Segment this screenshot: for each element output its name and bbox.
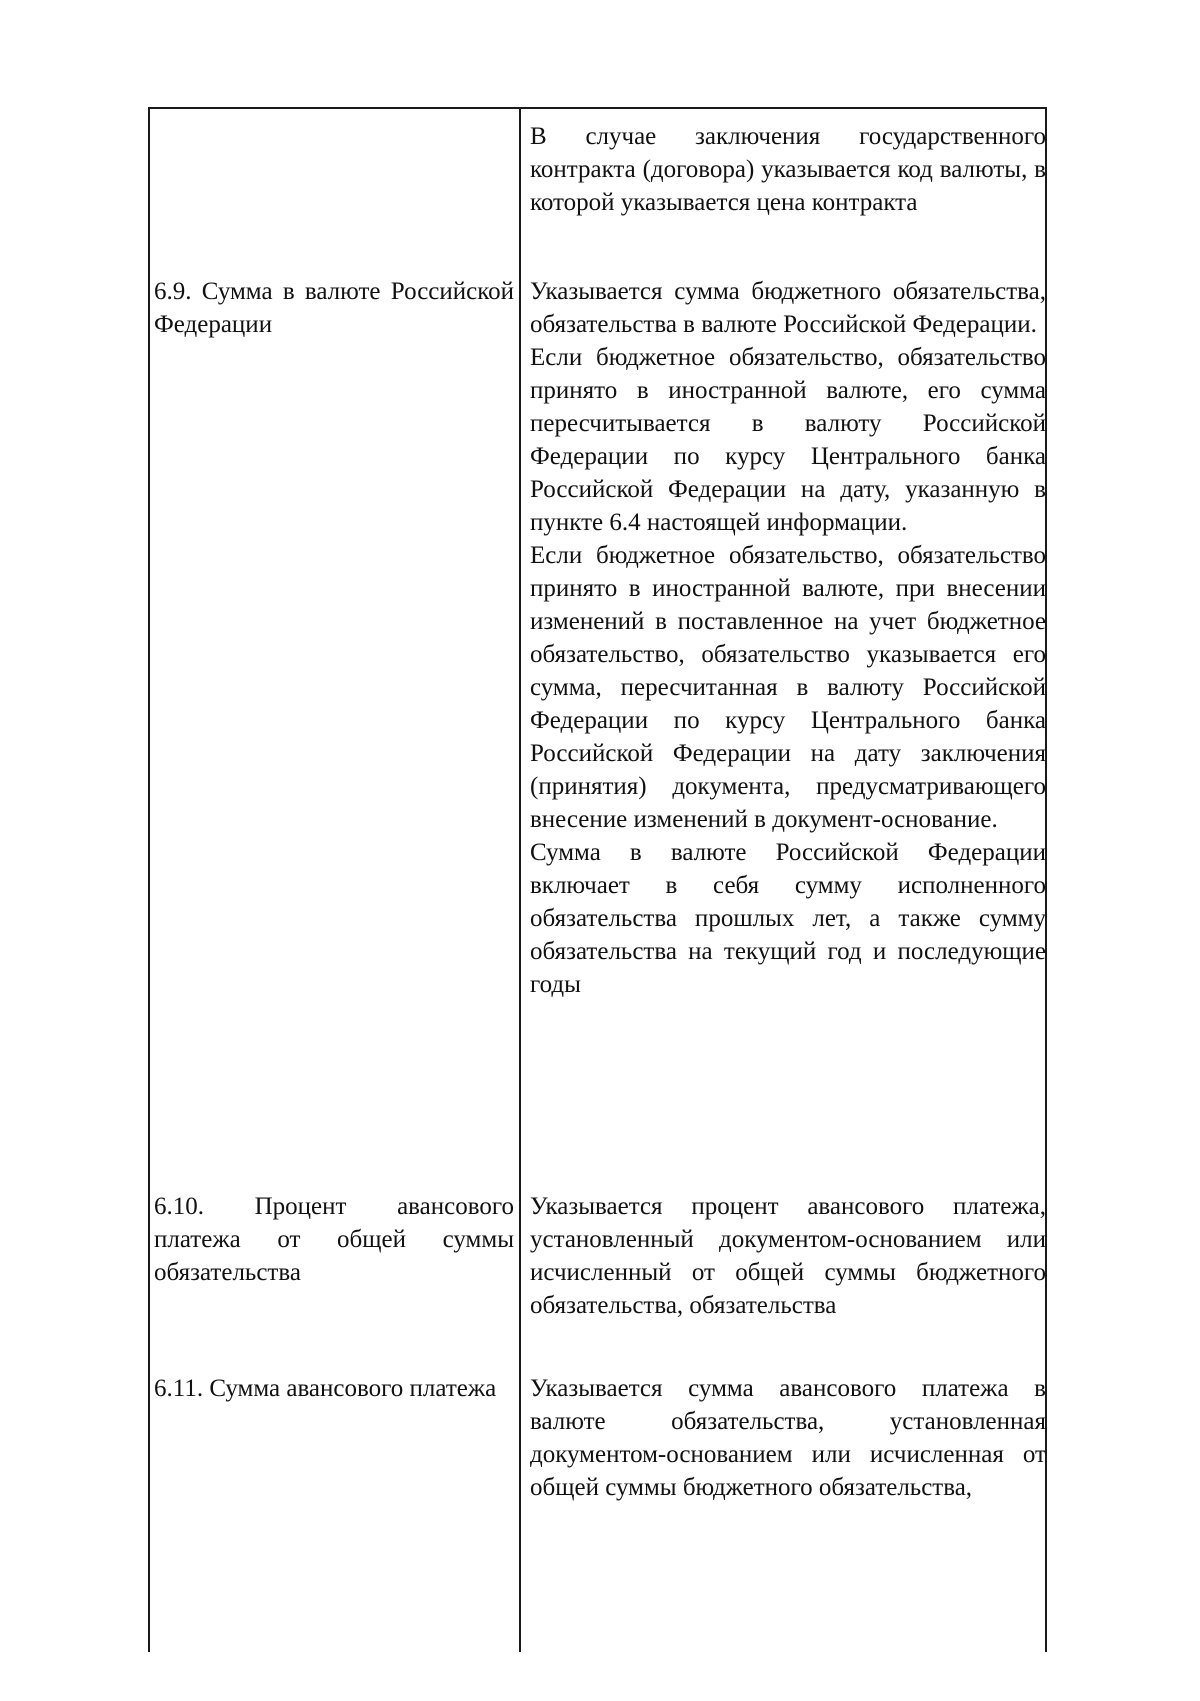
table-row-label: 6.9. Сумма в валюте Российской Федерации [154, 278, 514, 338]
description-paragraph: Если бюджетное обязательство, обязательство принято в иностранной валюте, его сумма пересчитывается в валюту Российской Федерации по курсу Центрального банка Российской Федерации на дату, указанную в пункте 6.4 настоящей информации. [530, 344, 1046, 536]
table-row-description [530, 275, 1046, 1001]
table-top-border [148, 107, 1047, 109]
description-paragraph: Указывается сумма бюджетного обязательства, обязательства в валюте Российской Федерации. [530, 278, 1046, 338]
description-paragraph: Если бюджетное обязательство, обязательство принято в иностранной валюте, при внесении изменений в поставленное на учет бюджетное обязательство, обязательство указывается его сумма, пересчитанная в валюту Российской Федерации по курсу Центрального банка Российской Федерации на дату заключения (принятия) документа, предусматривающего внесение изменений в документ-основание. [530, 542, 1046, 833]
table-left-border [148, 107, 150, 1652]
description-paragraph: Указывается процент авансового платежа, установленный документом-основанием или исчисленный от общей суммы бюджетного обязательства, обязательства [530, 1193, 1046, 1319]
description-paragraph: Указывается сумма авансового платежа в валюте обязательства, установленная документом-основанием или исчисленная от общей суммы бюджетного обязательства, [530, 1375, 1046, 1501]
description-paragraph: Сумма в валюте Российской Федерации включает в себя сумму исполненного обязательства прошлых лет, а также сумму обязательства на текущий год и последующие годы [530, 839, 1046, 998]
table-column-divider [519, 107, 521, 1652]
description-paragraph: В случае заключения государственного контракта (договора) указывается код валюты, в которой указывается цена контракта [530, 123, 1046, 216]
table-row-description [530, 120, 1046, 219]
table-row-description [530, 1190, 1046, 1322]
table-row-label: 6.10. Процент авансового платежа от общей суммы обязательства [154, 1193, 514, 1286]
table-row-label: 6.11. Сумма авансового платежа [154, 1375, 497, 1402]
table-row-description [530, 1372, 1046, 1504]
